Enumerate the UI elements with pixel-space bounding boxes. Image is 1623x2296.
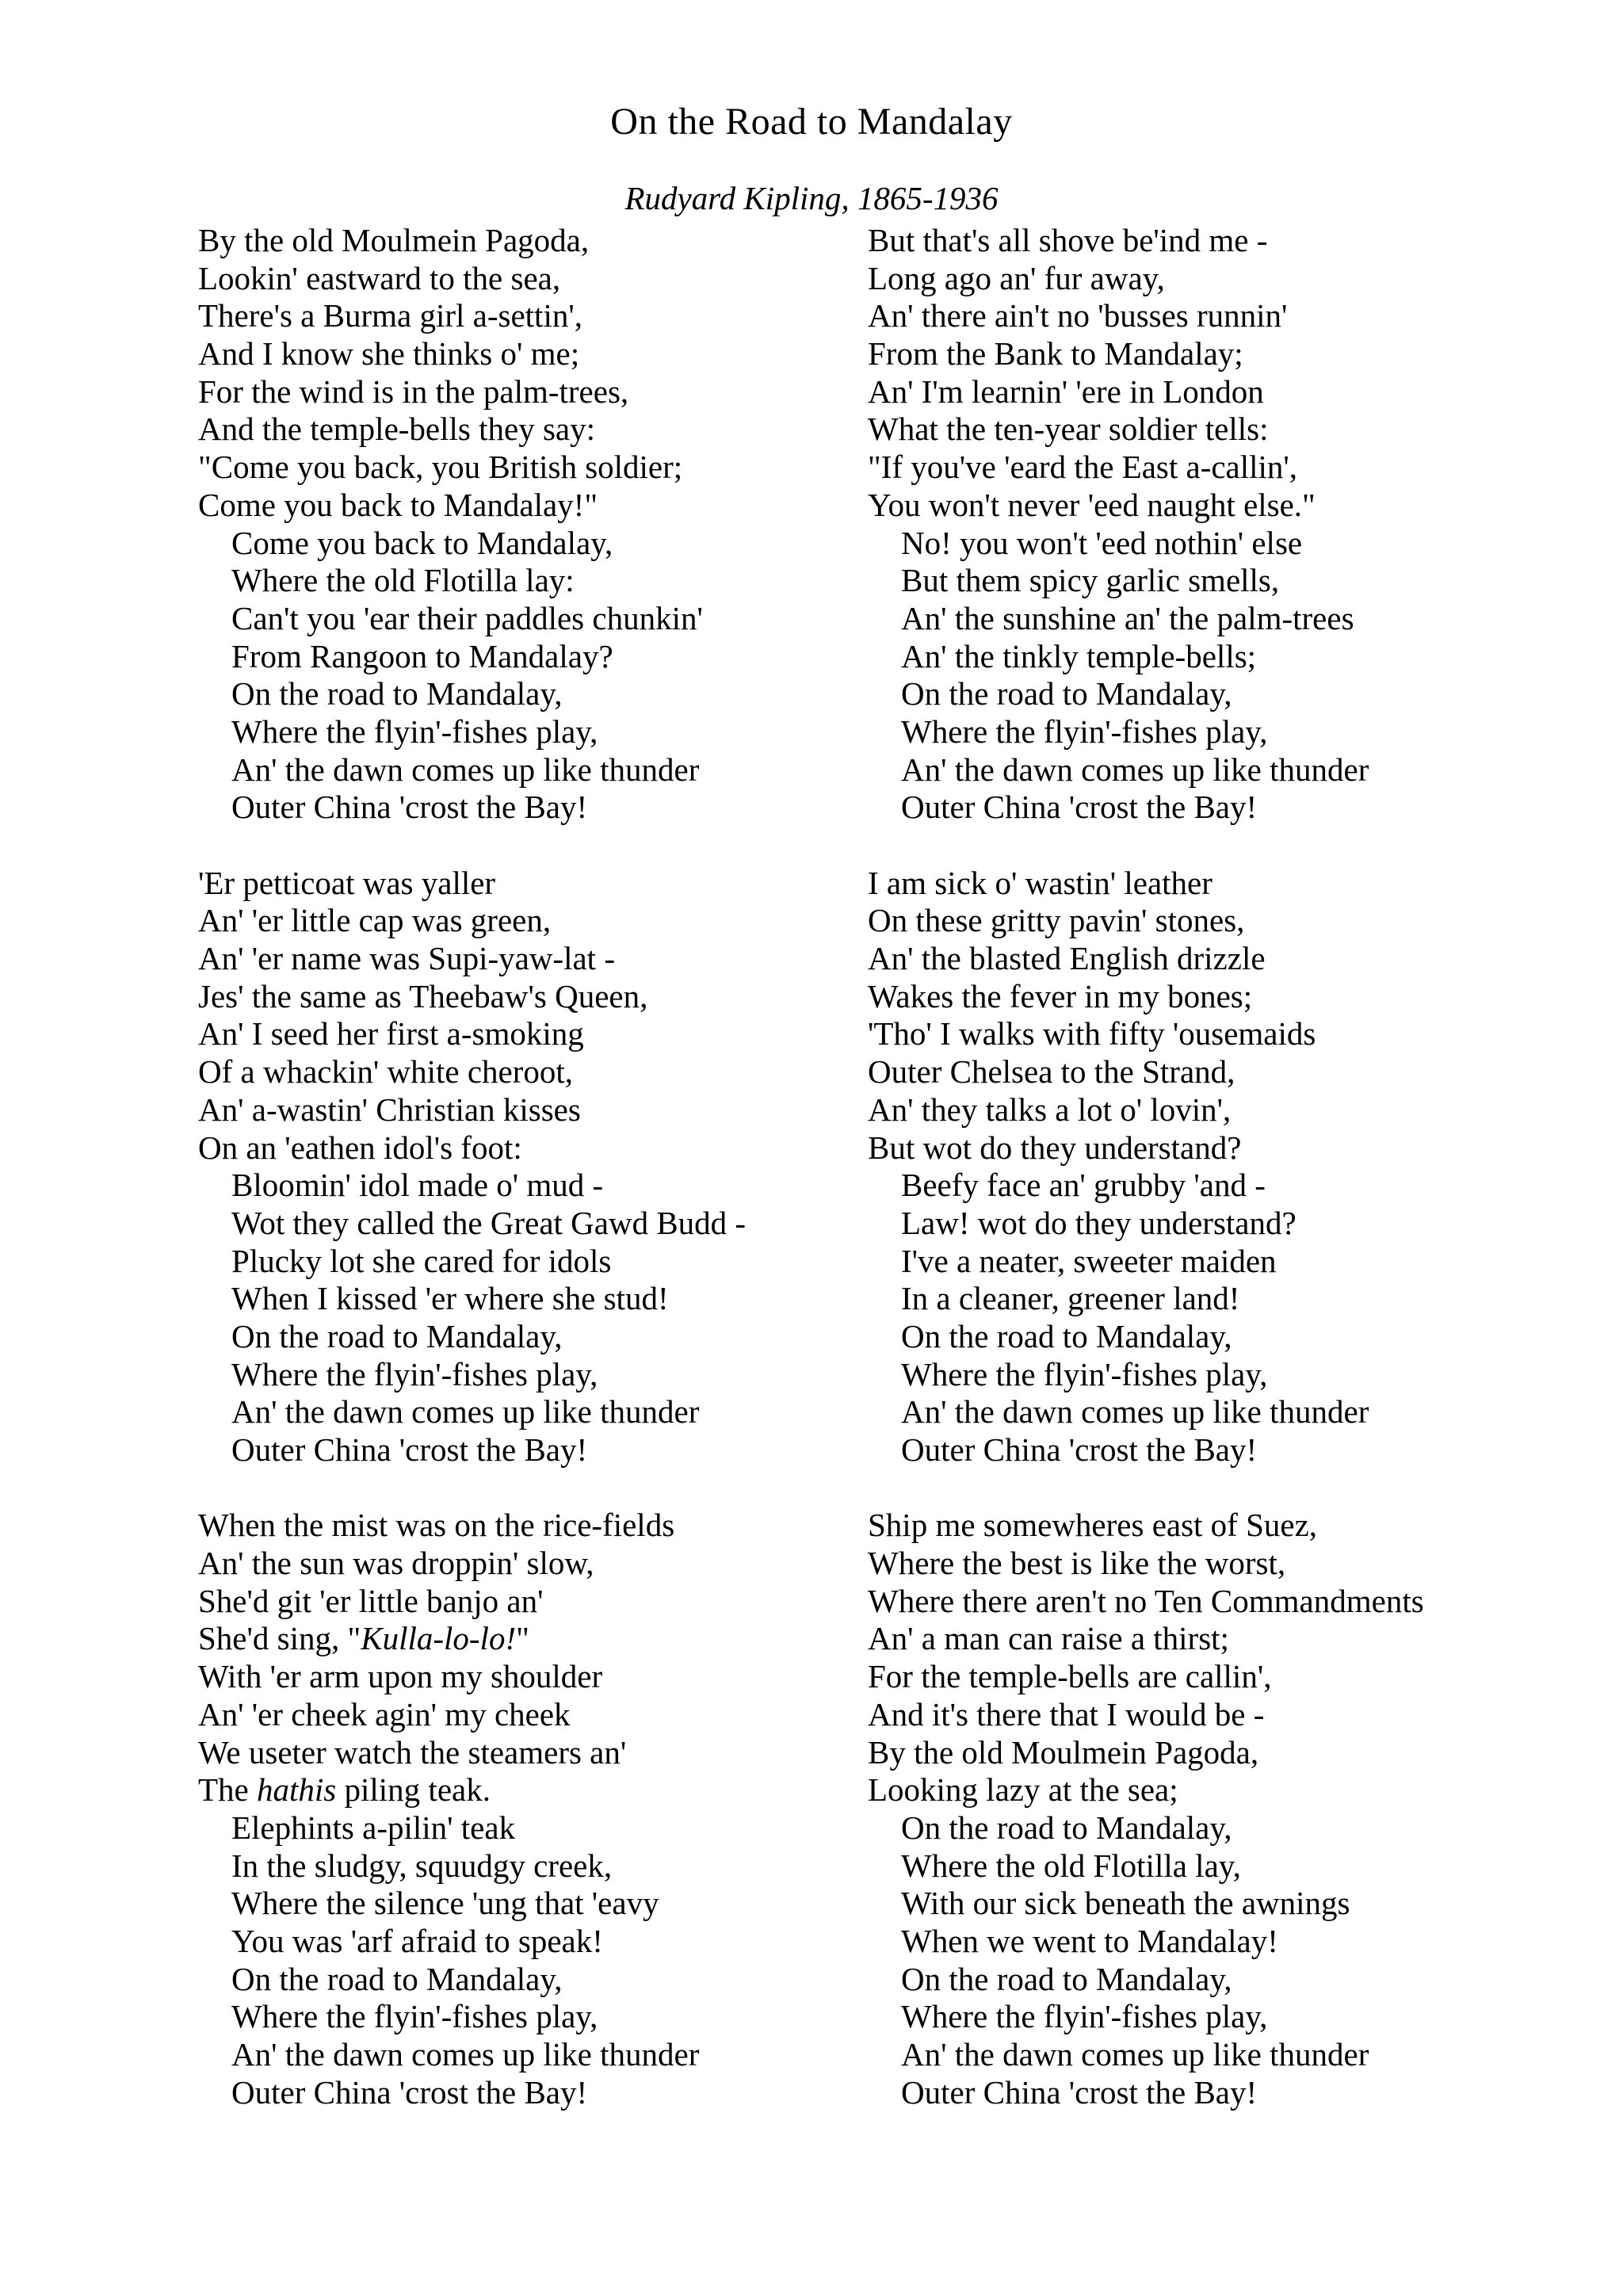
stanza — [198, 222, 880, 827]
verse-line: An' a man can raise a thirst; — [868, 1620, 1229, 1657]
refrain-line: An' the dawn comes up like thunder — [231, 2036, 700, 2073]
verse-line: I am sick o' wastin' leather — [868, 864, 1212, 901]
refrain-line: An' the dawn comes up like thunder — [231, 1393, 700, 1431]
refrain-line: On the road to Mandalay, — [901, 675, 1232, 712]
verse-line: And I know she thinks o' me; — [198, 335, 580, 372]
verse-line: Where there aren't no Ten Commandments — [868, 1582, 1424, 1619]
line-text: " — [516, 1620, 529, 1657]
refrain-line: Where the old Flotilla lay: — [231, 562, 575, 599]
verse-line: An' the sun was droppin' slow, — [198, 1545, 594, 1582]
verse-line: What the ten-year soldier tells: — [868, 411, 1269, 448]
poem-title: On the Road to Mandalay — [610, 101, 1013, 143]
verse-line: When the mist was on the rice-fields — [198, 1507, 675, 1544]
verse-line: We useter watch the steamers an' — [198, 1733, 627, 1771]
verse-line: An' they talks a lot o' lovin', — [868, 1091, 1232, 1128]
verse-line: Looking lazy at the sea; — [868, 1771, 1178, 1809]
refrain-line: In a cleaner, greener land! — [901, 1280, 1240, 1317]
verse-line: With 'er arm upon my shoulder — [198, 1658, 603, 1695]
refrain-line: You was 'arf afraid to speak! — [231, 1922, 603, 1959]
verse-line: You won't never 'eed naught else." — [868, 486, 1316, 523]
verse-line: For the wind is in the palm-trees, — [198, 372, 629, 410]
italic-word: Kulla-lo-lo! — [361, 1620, 517, 1657]
verse-line: Come you back to Mandalay!" — [198, 486, 598, 523]
verse-line: An' I seed her first a-smoking — [198, 1015, 584, 1052]
refrain-line: On the road to Mandalay, — [231, 675, 563, 712]
verse-line: Ship me somewheres east of Suez, — [868, 1507, 1318, 1544]
refrain-line: Where the flyin'-fishes play, — [231, 712, 598, 750]
refrain-line: Bloomin' idol made o' mud - — [231, 1167, 604, 1204]
stanza — [198, 1507, 880, 2111]
verse-line: There's a Burma girl a-settin', — [198, 297, 582, 334]
verse-line: Where the best is like the worst, — [868, 1545, 1286, 1582]
refrain-line: Can't you 'ear their paddles chunkin' — [231, 599, 703, 636]
poem-column-left — [198, 222, 880, 2149]
refrain-line: Law! wot do they understand? — [901, 1204, 1296, 1241]
verse-line: But that's all shove be'ind me - — [868, 222, 1268, 258]
verse-line: An' I'm learnin' 'ere in London — [868, 372, 1264, 410]
verse-line: She'd git 'er little banjo an' — [198, 1582, 544, 1619]
italic-word: hathis — [257, 1771, 337, 1809]
refrain-line: Where the flyin'-fishes play, — [231, 1355, 598, 1392]
refrain-line: On the road to Mandalay, — [231, 1960, 563, 1997]
refrain-line: An' the dawn comes up like thunder — [231, 751, 700, 788]
refrain-line: Outer China 'crost the Bay! — [231, 1431, 588, 1468]
refrain-line: Where the flyin'-fishes play, — [901, 712, 1268, 750]
stanza — [868, 865, 1549, 1469]
line-text: She'd sing, " — [198, 1620, 361, 1657]
verse-line: "Come you back, you British soldier; — [198, 449, 683, 486]
refrain-line: I've a neater, sweeter maiden — [901, 1242, 1277, 1279]
verse-line: 'Tho' I walks with fifty 'ousemaids — [868, 1015, 1316, 1052]
refrain-line: When we went to Mandalay! — [901, 1922, 1278, 1959]
refrain-line: Outer China 'crost the Bay! — [231, 2073, 588, 2111]
refrain-line: But them spicy garlic smells, — [901, 562, 1280, 599]
verse-line: On an 'eathen idol's foot: — [198, 1129, 522, 1166]
verse-line: Jes' the same as Theebaw's Queen, — [198, 977, 648, 1014]
verse-line: By the old Moulmein Pagoda, — [868, 1733, 1259, 1771]
refrain-line: Outer China 'crost the Bay! — [901, 789, 1258, 826]
refrain-line: An' the dawn comes up like thunder — [901, 751, 1369, 788]
line-text: The — [198, 1771, 257, 1809]
refrain-line: Plucky lot she cared for idols — [231, 1242, 612, 1279]
verse-line: An' there ain't no 'busses runnin' — [868, 297, 1288, 334]
refrain-line: Come you back to Mandalay, — [231, 524, 613, 561]
refrain-line: When I kissed 'er where she stud! — [231, 1280, 669, 1317]
refrain-line: An' the sunshine an' the palm-trees — [901, 599, 1354, 636]
refrain-line: From Rangoon to Mandalay? — [231, 637, 613, 674]
refrain-line: Where the flyin'-fishes play, — [901, 1998, 1268, 2035]
verse-line — [198, 1620, 880, 1658]
verse-line: An' 'er cheek agin' my cheek — [198, 1695, 571, 1733]
verse-line: "If you've 'eard the East a-callin', — [868, 449, 1298, 486]
stanza — [198, 865, 880, 1469]
verse-line: From the Bank to Mandalay; — [868, 335, 1243, 372]
refrain-line: On the road to Mandalay, — [231, 1317, 563, 1354]
stanza — [868, 1507, 1549, 2111]
refrain-line: With our sick beneath the awnings — [901, 1885, 1350, 1922]
verse-line: For the temple-bells are callin', — [868, 1658, 1272, 1695]
verse-line: Long ago an' fur away, — [868, 259, 1165, 296]
refrain-line: No! you won't 'eed nothin' else — [901, 524, 1303, 561]
verse-line: And it's there that I would be - — [868, 1695, 1265, 1733]
verse-line: Lookin' eastward to the sea, — [198, 259, 561, 296]
refrain-line: Outer China 'crost the Bay! — [901, 2073, 1258, 2111]
refrain-line: Beefy face an' grubby 'and - — [901, 1167, 1266, 1204]
refrain-line: In the sludgy, squudgy creek, — [231, 1847, 613, 1884]
line-text: piling teak. — [336, 1771, 491, 1809]
refrain-line: On the road to Mandalay, — [901, 1809, 1232, 1846]
verse-line: An' 'er name was Supi-yaw-lat - — [198, 940, 615, 977]
poem-author: Rudyard Kipling, 1865-1936 — [624, 180, 999, 216]
refrain-line: An' the dawn comes up like thunder — [901, 1393, 1369, 1431]
verse-line: 'Er petticoat was yaller — [198, 864, 496, 901]
refrain-line: Where the flyin'-fishes play, — [231, 1998, 598, 2035]
verse-line: By the old Moulmein Pagoda, — [198, 222, 590, 258]
verse-line: And the temple-bells they say: — [198, 411, 595, 448]
refrain-line: On the road to Mandalay, — [901, 1960, 1232, 1997]
poem-column-right — [868, 222, 1549, 2149]
refrain-line: Outer China 'crost the Bay! — [231, 789, 588, 826]
verse-line: Of a whackin' white cheroot, — [198, 1053, 574, 1091]
refrain-line: Where the flyin'-fishes play, — [901, 1355, 1268, 1392]
stanza — [868, 222, 1549, 827]
refrain-line: An' the dawn comes up like thunder — [901, 2036, 1369, 2073]
refrain-line: Where the old Flotilla lay, — [901, 1847, 1241, 1884]
refrain-line: Outer China 'crost the Bay! — [901, 1431, 1258, 1468]
verse-line — [198, 1771, 880, 1809]
refrain-line: Elephints a-pilin' teak — [231, 1809, 516, 1846]
verse-line: An' 'er little cap was green, — [198, 902, 552, 939]
verse-line: But wot do they understand? — [868, 1129, 1242, 1166]
refrain-line: An' the tinkly temple-bells; — [901, 637, 1257, 674]
refrain-line: Wot they called the Great Gawd Budd - — [231, 1204, 747, 1241]
verse-line: An' a-wastin' Christian kisses — [198, 1091, 581, 1128]
verse-line: Outer Chelsea to the Strand, — [868, 1053, 1235, 1091]
verse-line: On these gritty pavin' stones, — [868, 902, 1245, 939]
refrain-line: On the road to Mandalay, — [901, 1317, 1232, 1354]
verse-line: Wakes the fever in my bones; — [868, 977, 1253, 1014]
refrain-line: Where the silence 'ung that 'eavy — [231, 1885, 659, 1922]
verse-line: An' the blasted English drizzle — [868, 940, 1266, 977]
